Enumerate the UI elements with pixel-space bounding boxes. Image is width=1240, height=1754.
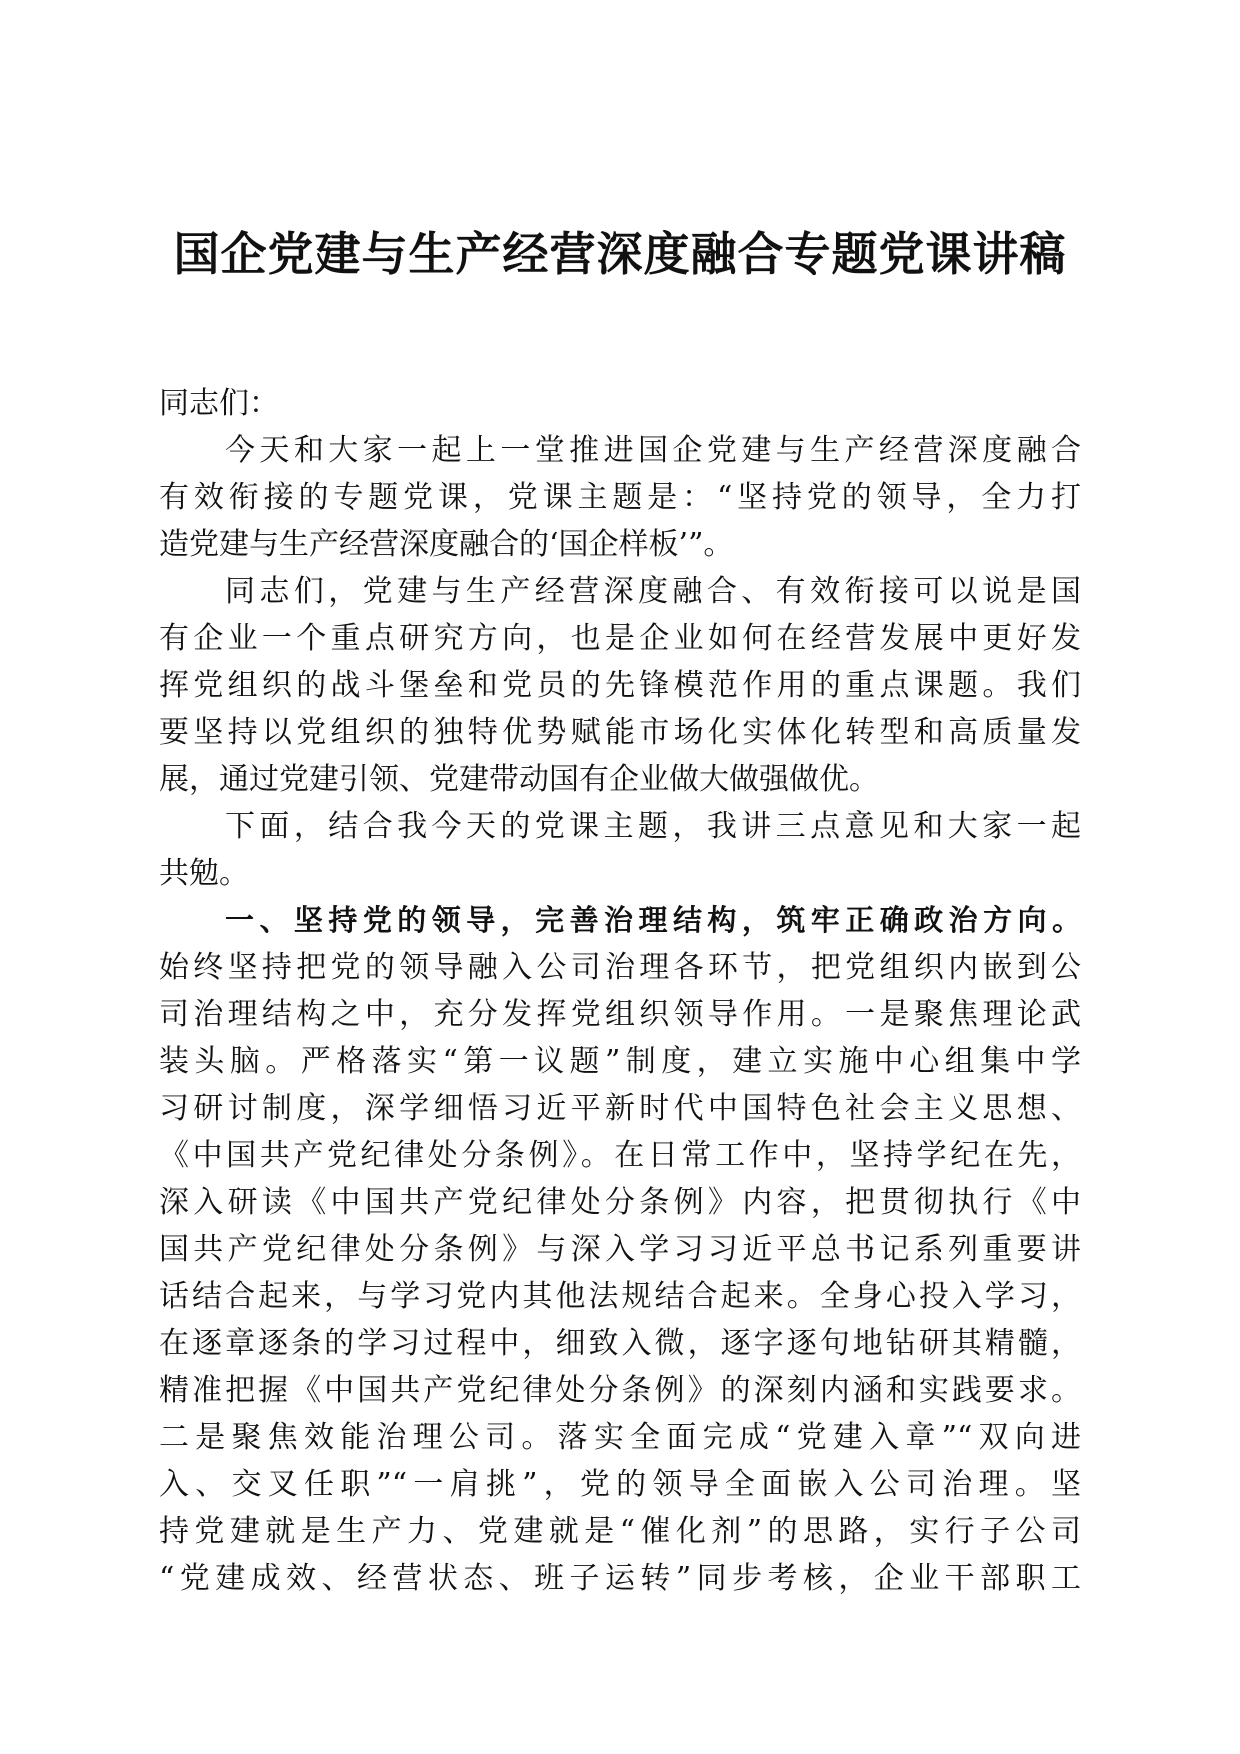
text-line: 装头脑。严格落实“第一议题”制度，建立实施中心组集中学 [159, 1044, 1081, 1079]
text-line: 下面，结合我今天的党课主题，我讲三点意见和大家一起 [225, 809, 1081, 844]
text-line: 深入研读《中国共产党纪律处分条例》内容，把贯彻执行《中 [159, 1185, 1081, 1220]
text-line: 今天和大家一起上一堂推进国企党建与生产经营深度融合 [225, 433, 1081, 468]
text-line: 共勉。 [159, 856, 249, 891]
text-line: 《中国共产党纪律处分条例》。在日常工作中，坚持学纪在先， [159, 1138, 1081, 1173]
text-line: 持党建就是生产力、党建就是“催化剂”的思路，实行子公司 [159, 1514, 1081, 1549]
text-line: 同志们，党建与生产经营深度融合、有效衔接可以说是国 [225, 574, 1081, 609]
text-line: 二是聚焦效能治理公司。落实全面完成“党建入章”“双向进 [159, 1420, 1081, 1455]
text-line: 话结合起来，与学习党内其他法规结合起来。全身心投入学习， [159, 1279, 1081, 1314]
text-line: 在逐章逐条的学习过程中，细致入微，逐字逐句地钻研其精髓， [159, 1326, 1081, 1361]
document-body [159, 380, 1081, 1602]
text-line: 造党建与生产经营深度融合的‘国企样板’”。 [159, 527, 734, 562]
text-line: 入、交叉任职”“一肩挑”，党的领导全面嵌入公司治理。坚 [159, 1467, 1081, 1502]
text-line: “党建成效、经营状态、班子运转”同步考核，企业干部职工 [159, 1561, 1081, 1596]
text-line: 同志们： [159, 386, 279, 421]
text-line: 司治理结构之中，充分发挥党组织领导作用。一是聚焦理论武 [159, 997, 1081, 1032]
text-line: 有效衔接的专题党课，党课主题是：“坚持党的领导，全力打 [159, 480, 1081, 515]
text-line: 国共产党纪律处分条例》与深入学习习近平总书记系列重要讲 [159, 1232, 1081, 1267]
text-line: 精准把握《中国共产党纪律处分条例》的深刻内涵和实践要求。 [159, 1373, 1081, 1408]
text-line: 习研讨制度，深学细悟习近平新时代中国特色社会主义思想、 [159, 1091, 1081, 1126]
text-line: 始终坚持把党的领导融入公司治理各环节，把党组织内嵌到公 [159, 950, 1081, 985]
document-title: 国企党建与生产经营深度融合专题党课讲稿 [173, 227, 1067, 281]
text-line: 要坚持以党组织的独特优势赋能市场化实体化转型和高质量发 [159, 715, 1081, 750]
text-line: 展，通过党建引领、党建带动国有企业做大做强做优。 [159, 762, 879, 797]
section-heading-line: 一、坚持党的领导，完善治理结构，筑牢正确政治方向。 [225, 903, 1081, 937]
text-line: 有企业一个重点研究方向，也是企业如何在经营发展中更好发 [159, 621, 1081, 656]
text-line: 挥党组织的战斗堡垒和党员的先锋模范作用的重点课题。我们 [159, 668, 1081, 703]
